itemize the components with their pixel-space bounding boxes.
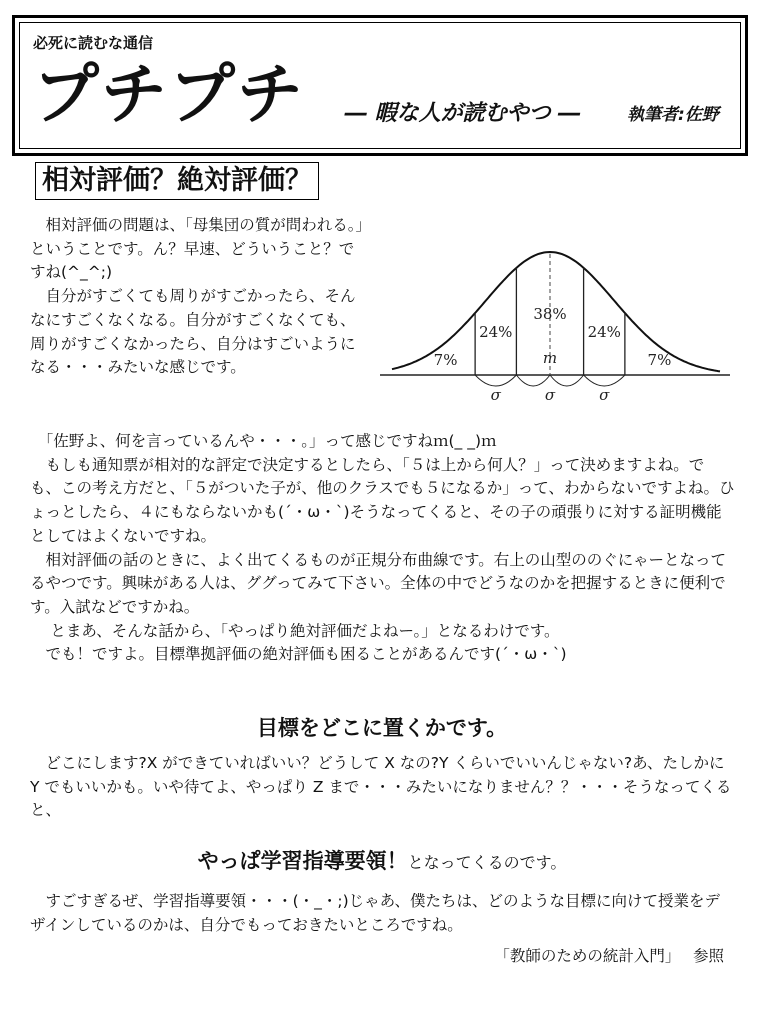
- newsletter-title: プチプチ: [33, 56, 305, 133]
- closing-paragraph: すごすぎるぜ、学習指導要領・・・(・_・;)じゃあ、僕たちは、どのような目標に向けて授業をデザインしているのかは、自分でもっておきたいところですね。: [30, 892, 721, 934]
- goal-text: [30, 752, 735, 823]
- region-label-4: 24%: [587, 323, 621, 341]
- sigma-label-1: σ: [490, 386, 501, 404]
- body-paragraph: もしも通知票が相対的な評定で決定するとしたら、「５は上から何人？」って決めますよね。でも、この考え方だと、「５がついた子が、他のクラスでも５になるか」って、わからないですよね。ひょっとしたら、４にもならないかも(´・ω・`)そうなってくると、その子の頑張りに対する証明機能としてはよくないですね。: [30, 455, 735, 545]
- body-paragraph: 「佐野よ、何を言っているんや・・・。」って感じですねｍ(_ _)ｍ: [30, 432, 497, 450]
- intro-paragraph: 自分がすごくても周りがすごかったら、そんなにすごくなくなる。自分がすごくなくても、周りがすごくなかったら、自分はすごいようになる・・・みたいな感じです。: [30, 287, 356, 377]
- body-text: [30, 430, 735, 667]
- reference-citation: 「教師のための統計入門」 参照: [494, 947, 724, 965]
- guideline-heading-main: やっぱ学習指導要領！: [197, 849, 408, 873]
- section-title: 相対評価？絶対評価？: [35, 162, 319, 200]
- sigma-label-3: σ: [599, 386, 610, 404]
- newsletter-subtitle: ― 暇な人が読むやつ ―: [345, 101, 581, 126]
- guideline-heading-tail: となってくるのです。: [407, 853, 567, 872]
- closing-text: [30, 890, 735, 937]
- goal-heading: 目標をどこに置くかです。: [256, 716, 508, 740]
- intro-paragraph: 相対評価の問題は、「母集団の質が問われる。」ということです。ん？早速、どういうこと？ですね(^_^;): [30, 216, 364, 282]
- mean-label: m: [542, 349, 558, 367]
- intro-text: [30, 214, 365, 380]
- region-label-3: 38%: [533, 305, 567, 323]
- sigma-arc: [550, 375, 584, 386]
- normal-distribution-chart: [370, 230, 730, 410]
- sigma-label-2: σ: [544, 386, 556, 404]
- sigma-arc: [516, 375, 550, 386]
- region-label-1: 7%: [433, 351, 458, 369]
- guideline-heading: [0, 845, 764, 875]
- newsletter-label: 必死に読むな通信: [33, 34, 154, 52]
- body-paragraph: 相対評価の話のときに、よく出てくるものが正規分布曲線です。右上の山型ののぐにゃーとなってるやつです。興味がある人は、ググってみて下さい。全体の中でどうなのかを把握するときに便利です。入試などですかね。: [30, 550, 726, 616]
- goal-paragraph: どこにします?X ができていればいい？どうして X なの?Y くらいでいいんじゃない?あ、たしかに Y でもいいかも。いや待てよ、やっぱり Z まで・・・みたいになりません？？・・・そうなってくると、: [30, 754, 732, 820]
- region-label-5: 7%: [647, 351, 672, 369]
- author-credit: 執筆者:佐野: [627, 105, 719, 125]
- header-box: [12, 15, 748, 156]
- sigma-arc: [584, 375, 625, 386]
- body-paragraph: とまあ、そんな話から、「やっぱり絶対評価だよねー。」となるわけです。: [30, 621, 560, 640]
- body-paragraph: でも！ですよ。目標準拠評価の絶対評価も困ることがあるんです(´・ω・`): [30, 645, 567, 664]
- region-label-2: 24%: [479, 323, 513, 341]
- sigma-arc: [475, 375, 516, 386]
